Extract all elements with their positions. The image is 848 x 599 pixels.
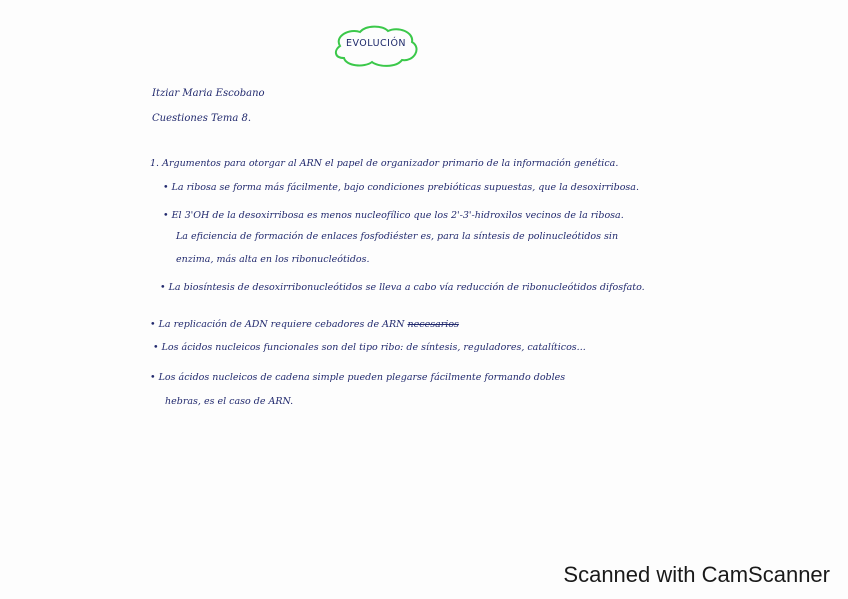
answer-line: enzima, más alta en los ribonucleótidos.	[176, 254, 370, 265]
answer-line: • Los ácidos nucleicos de cadena simple pueden plegarse fácilmente formando dobles	[150, 372, 566, 383]
answer-line: • La ribosa se forma más fácilmente, bajo condiciones prebióticas supuestas, que la desoxirribosa.	[163, 182, 639, 193]
subtitle: Cuestiones Tema 8.	[152, 113, 252, 124]
answer-line: • El 3'OH de la desoxirribosa es menos nucleofílico que los 2'-3'-hidroxilos vecinos de la ribosa.	[163, 210, 624, 221]
camscanner-watermark: Scanned with CamScanner	[563, 562, 830, 587]
answer-line-text: • La replicación de ADN requiere cebadores de ARN	[150, 319, 405, 330]
page-title: EVOLUCIÓN	[345, 38, 407, 49]
question-line: 1. Argumentos para otorgar al ARN el papel de organizador primario de la información genética.	[150, 158, 619, 169]
title-cloud	[330, 24, 422, 68]
author-name: Itziar Maria Escobano	[152, 88, 265, 99]
answer-line: • Los ácidos nucleicos funcionales son del tipo ribo: de síntesis, reguladores, catalíticos...	[153, 342, 586, 353]
struck-word: necesarios	[407, 319, 459, 330]
answer-line: • La biosíntesis de desoxirribonucleótidos se lleva a cabo vía reducción de ribonucleótidos difosfato.	[160, 282, 645, 293]
answer-line: hebras, es el caso de ARN.	[165, 396, 294, 407]
answer-line: La eficiencia de formación de enlaces fosfodiéster es, para la síntesis de polinucleótidos sin	[176, 231, 619, 242]
answer-line	[150, 319, 459, 330]
